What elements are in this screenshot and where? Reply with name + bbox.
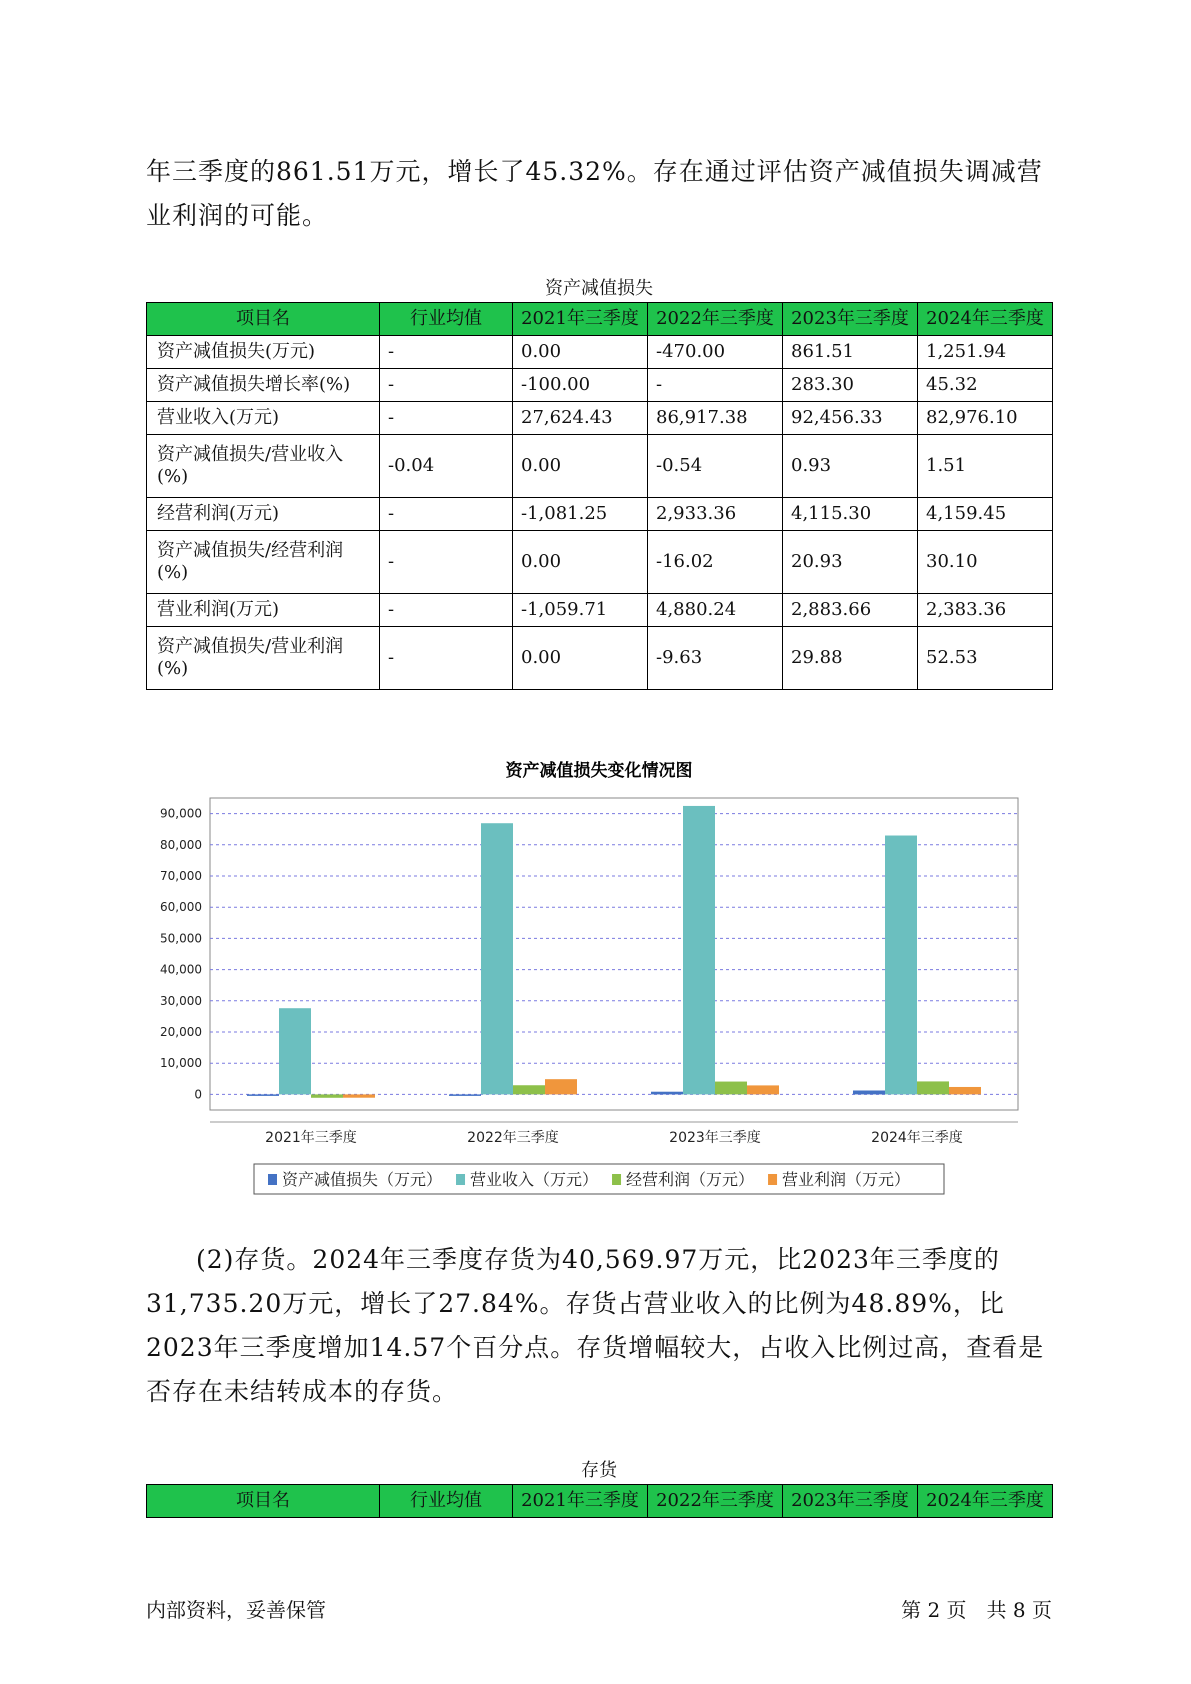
x-axis-categories <box>265 1129 963 1146</box>
x-category-label: 2022年三季度 <box>467 1130 559 1146</box>
cell: 20.93 <box>783 531 918 594</box>
header-2024q3: 2024年三季度 <box>918 1485 1053 1518</box>
row-label: 资产减值损失增长率(%) <box>147 369 380 402</box>
y-tick-label: 70,000 <box>160 869 202 883</box>
y-tick-label: 20,000 <box>160 1025 202 1039</box>
cell: 2,883.66 <box>783 594 918 627</box>
x-category-label: 2021年三季度 <box>265 1130 357 1146</box>
cell: -16.02 <box>648 531 783 594</box>
inventory-table <box>146 1484 1053 1518</box>
legend-swatch <box>612 1174 621 1185</box>
bar <box>683 806 715 1094</box>
cell: - <box>380 336 513 369</box>
bar <box>311 1094 343 1097</box>
row-label: 资产减值损失(万元) <box>147 336 380 369</box>
asset-impairment-chart <box>146 752 1052 1200</box>
cell: - <box>380 498 513 531</box>
cell: -100.00 <box>513 369 648 402</box>
bar <box>917 1081 949 1094</box>
bar <box>853 1090 885 1094</box>
bar <box>279 1008 311 1094</box>
bar <box>545 1079 577 1094</box>
table-caption-inventory: 存货 <box>581 1460 617 1481</box>
y-tick-label: 0 <box>194 1087 202 1102</box>
header-2021q3: 2021年三季度 <box>513 303 648 336</box>
cell: 283.30 <box>783 369 918 402</box>
cell: -9.63 <box>648 627 783 690</box>
table-row <box>147 594 1053 627</box>
header-industry-avg: 行业均值 <box>380 303 513 336</box>
bar <box>481 823 513 1094</box>
chart-title: 资产减值损失变化情况图 <box>505 761 693 781</box>
table-row <box>147 498 1053 531</box>
cell: 45.32 <box>918 369 1053 402</box>
cell: 861.51 <box>783 336 918 369</box>
paragraph-asset-impairment: 年三季度的861.51万元，增长了45.32%。存在通过评估资产减值损失调减营业利润的可能。 <box>146 157 1043 230</box>
row-label: 资产减值损失/经营利润(%) <box>147 531 380 594</box>
cell: - <box>380 627 513 690</box>
cell: 4,115.30 <box>783 498 918 531</box>
footer-confidential: 内部资料，妥善保管 <box>146 1598 326 1622</box>
cell: 4,880.24 <box>648 594 783 627</box>
cell: 30.10 <box>918 531 1053 594</box>
y-tick-label: 30,000 <box>160 993 202 1008</box>
row-label: 经营利润(万元) <box>147 498 380 531</box>
cell: -1,059.71 <box>513 594 648 627</box>
cell: 0.00 <box>513 336 648 369</box>
cell: -1,081.25 <box>513 498 648 531</box>
row-label: 资产减值损失/营业利润(%) <box>147 627 380 690</box>
cell: 92,456.33 <box>783 402 918 435</box>
legend-swatch <box>768 1174 777 1185</box>
legend-label: 营业利润（万元） <box>782 1170 911 1189</box>
header-item-name: 项目名 <box>147 1485 380 1518</box>
cell: 0.93 <box>783 435 918 498</box>
cell: 52.53 <box>918 627 1053 690</box>
header-industry-avg: 行业均值 <box>380 1485 513 1518</box>
bar <box>747 1085 779 1094</box>
cell: 1,251.94 <box>918 336 1053 369</box>
cell: 29.88 <box>783 627 918 690</box>
cell: 2,383.36 <box>918 594 1053 627</box>
chart-svg <box>146 752 1052 1200</box>
x-category-label: 2024年三季度 <box>871 1130 963 1146</box>
bar <box>247 1094 279 1096</box>
table-row <box>147 402 1053 435</box>
table-header-row <box>147 1485 1053 1518</box>
y-tick-label: 60,000 <box>160 900 202 915</box>
cell: 86,917.38 <box>648 402 783 435</box>
y-tick-label: 90,000 <box>160 806 202 821</box>
legend-label: 资产减值损失（万元） <box>282 1170 443 1189</box>
row-label: 营业利润(万元) <box>147 594 380 627</box>
header-2022q3: 2022年三季度 <box>648 303 783 336</box>
bar <box>449 1094 481 1096</box>
header-item-name: 项目名 <box>147 303 380 336</box>
legend <box>268 1170 910 1189</box>
y-tick-label: 80,000 <box>160 837 202 852</box>
header-2022q3: 2022年三季度 <box>648 1485 783 1518</box>
row-label: 营业收入(万元) <box>147 402 380 435</box>
bar <box>885 836 917 1095</box>
table-header-row <box>147 303 1053 336</box>
cell: - <box>380 594 513 627</box>
cell: - <box>648 369 783 402</box>
y-tick-label: 10,000 <box>160 1056 202 1071</box>
cell: - <box>380 531 513 594</box>
cell: 0.00 <box>513 435 648 498</box>
y-axis-ticks <box>160 807 202 1102</box>
table-row <box>147 336 1053 369</box>
x-category-label: 2023年三季度 <box>669 1130 761 1146</box>
cell: -0.54 <box>648 435 783 498</box>
table-row <box>147 369 1053 402</box>
header-2023q3: 2023年三季度 <box>783 1485 918 1518</box>
legend-label: 经营利润（万元） <box>626 1170 755 1189</box>
cell: -0.04 <box>380 435 513 498</box>
table-caption-asset-impairment: 资产减值损失 <box>545 278 653 299</box>
table-row <box>147 531 1053 594</box>
cell: - <box>380 369 513 402</box>
bar <box>651 1092 683 1095</box>
cell: 82,976.10 <box>918 402 1053 435</box>
legend-label: 营业收入（万元） <box>470 1170 599 1189</box>
cell: 2,933.36 <box>648 498 783 531</box>
legend-swatch <box>268 1174 277 1185</box>
header-2023q3: 2023年三季度 <box>783 303 918 336</box>
cell: 0.00 <box>513 531 648 594</box>
cell: - <box>380 402 513 435</box>
paragraph-inventory: (2)存货。2024年三季度存货为40,569.97万元，比2023年三季度的31,735.20万元，增长了27.84%。存货占营业收入的比例为48.89%，比2023年三季度增加14.57个百分点。存货增幅较大，占收入比例过高，查看是否存在未结转成本的存货。 <box>146 1245 1045 1406</box>
table-row <box>147 435 1053 498</box>
asset-impairment-table <box>146 302 1053 690</box>
cell: 0.00 <box>513 627 648 690</box>
bar <box>343 1094 375 1097</box>
y-tick-label: 50,000 <box>160 931 202 946</box>
header-2024q3: 2024年三季度 <box>918 303 1053 336</box>
cell: 1.51 <box>918 435 1053 498</box>
bar <box>513 1085 545 1094</box>
bar <box>949 1087 981 1094</box>
bar <box>715 1082 747 1095</box>
row-label: 资产减值损失/营业收入(%) <box>147 435 380 498</box>
footer-page-number: 第 2 页 共 8 页 <box>901 1598 1052 1622</box>
y-tick-label: 40,000 <box>160 962 202 977</box>
cell: 27,624.43 <box>513 402 648 435</box>
legend-swatch <box>456 1174 465 1185</box>
table-row <box>147 627 1053 690</box>
header-2021q3: 2021年三季度 <box>513 1485 648 1518</box>
cell: -470.00 <box>648 336 783 369</box>
cell: 4,159.45 <box>918 498 1053 531</box>
